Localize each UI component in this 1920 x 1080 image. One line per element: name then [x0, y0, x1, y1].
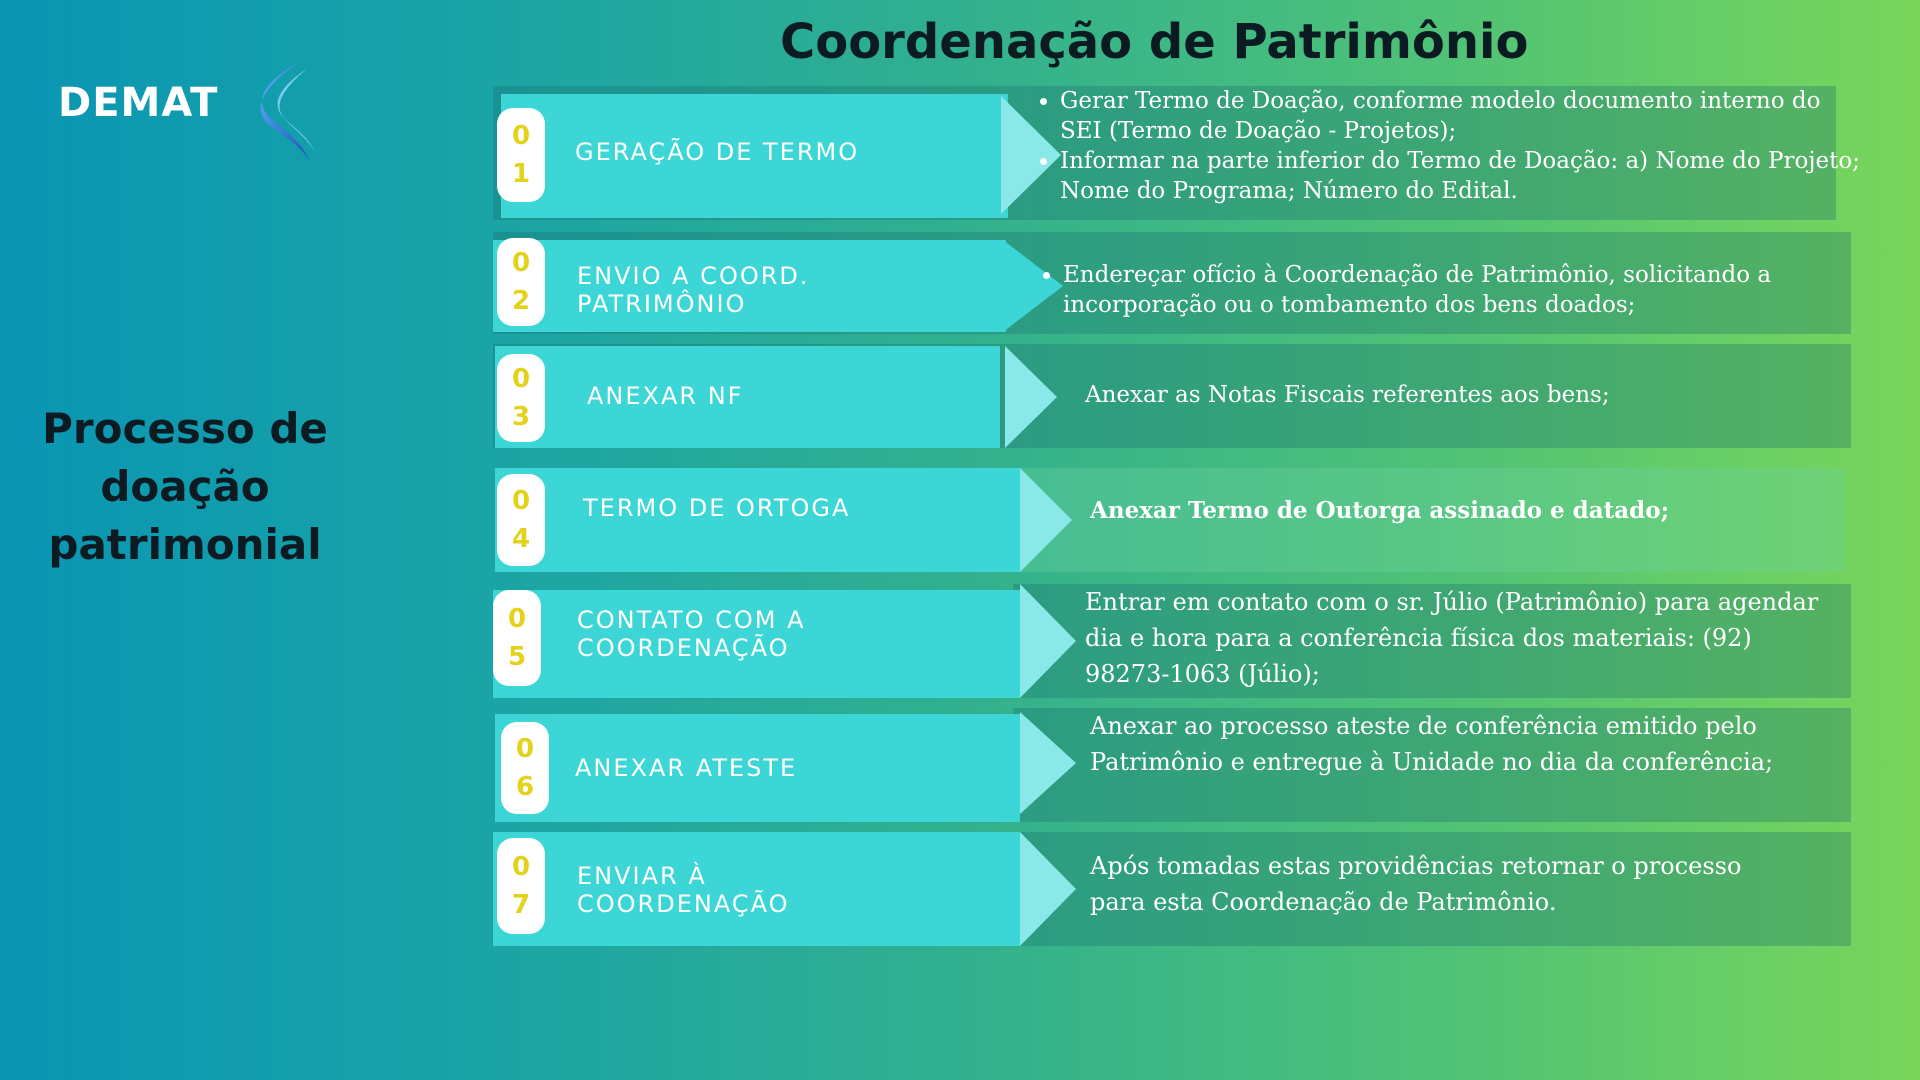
step-1-bullets — [1038, 86, 1860, 206]
step-4-number-ones: 4 — [511, 524, 531, 554]
step-2-number-badge — [497, 238, 545, 326]
step-5-number-tens: 0 — [507, 604, 527, 634]
sidebar-title: Processo de doação patrimonial — [42, 404, 328, 569]
step-1-number-tens: 0 — [511, 121, 531, 151]
step-2-bullet-1: • Endereçar ofício à Coordenação de Patrimônio, solicitando a incorporação ou o tombamento dos bens doados; — [1063, 260, 1853, 320]
step-3-label: ANEXAR NF — [587, 382, 744, 410]
step-3-description: Anexar as Notas Fiscais referentes aos bens; — [1085, 382, 1610, 408]
step-3-number-badge — [497, 354, 545, 442]
step-4-number-badge — [497, 474, 545, 566]
step-6-number-badge — [501, 722, 549, 814]
step-5-label: CONTATO COM A COORDENAÇÃO — [577, 606, 806, 662]
step-2-label: ENVIO A COORD. PATRIMÔNIO — [577, 262, 810, 318]
step-5-number-badge — [493, 590, 541, 686]
step-5 — [493, 584, 1851, 698]
step-7-number-tens: 0 — [511, 852, 531, 882]
logo-text: DEMAT — [58, 80, 219, 126]
step-2-number-ones: 2 — [511, 286, 531, 316]
step-4-number-tens: 0 — [511, 486, 531, 516]
step-2-number-tens: 0 — [511, 248, 531, 278]
step-5-description: Entrar em contato com o sr. Júlio (Patrimônio) para agendar dia e hora para a conferência física dos materiais: (92) 98273-1063 (Júlio); — [1085, 588, 1819, 688]
step-6-label: ANEXAR ATESTE — [575, 754, 798, 782]
step-2 — [493, 232, 1851, 334]
step-3-number-tens: 0 — [511, 364, 531, 394]
step-3-number-ones: 3 — [511, 402, 531, 432]
step-1-bullet-2: • Informar na parte inferior do Termo de Doação: a) Nome do Projeto; Nome do Programa; Número do Edital. — [1060, 146, 1860, 206]
step-4-description: Anexar Termo de Outorga assinado e datado; — [1090, 497, 1670, 524]
step-1-number-ones: 1 — [511, 159, 531, 189]
step-1-number-badge — [497, 108, 545, 202]
page-title: Coordenação de Patrimônio — [780, 14, 1529, 70]
step-2-bullets — [1041, 260, 1853, 320]
step-7-number-badge — [497, 838, 545, 934]
step-7-number-ones: 7 — [511, 890, 531, 920]
step-1-bullet-1: • Gerar Termo de Doação, conforme modelo documento interno do SEI (Termo de Doação - Projetos); — [1060, 86, 1860, 146]
step-6 — [493, 708, 1851, 822]
step-7-label: ENVIAR À COORDENAÇÃO — [577, 862, 790, 918]
step-5-number-ones: 5 — [507, 642, 527, 672]
step-3 — [493, 344, 1851, 448]
step-6-description: Anexar ao processo ateste de conferência emitido pelo Patrimônio e entregue à Unidade no dia da conferência; — [1090, 712, 1774, 776]
step-6-number-ones: 6 — [515, 772, 535, 802]
step-4-label: TERMO DE ORTOGA — [583, 494, 851, 522]
step-6-number-tens: 0 — [515, 734, 535, 764]
step-1 — [493, 86, 1860, 220]
step-7-description: Após tomadas estas providências retornar o processo para esta Coordenação de Patrimônio. — [1090, 852, 1742, 916]
step-1-label: GERAÇÃO DE TERMO — [575, 138, 860, 166]
logo-swoosh-icon — [250, 58, 322, 166]
step-4 — [493, 468, 1845, 572]
step-7 — [493, 832, 1851, 946]
